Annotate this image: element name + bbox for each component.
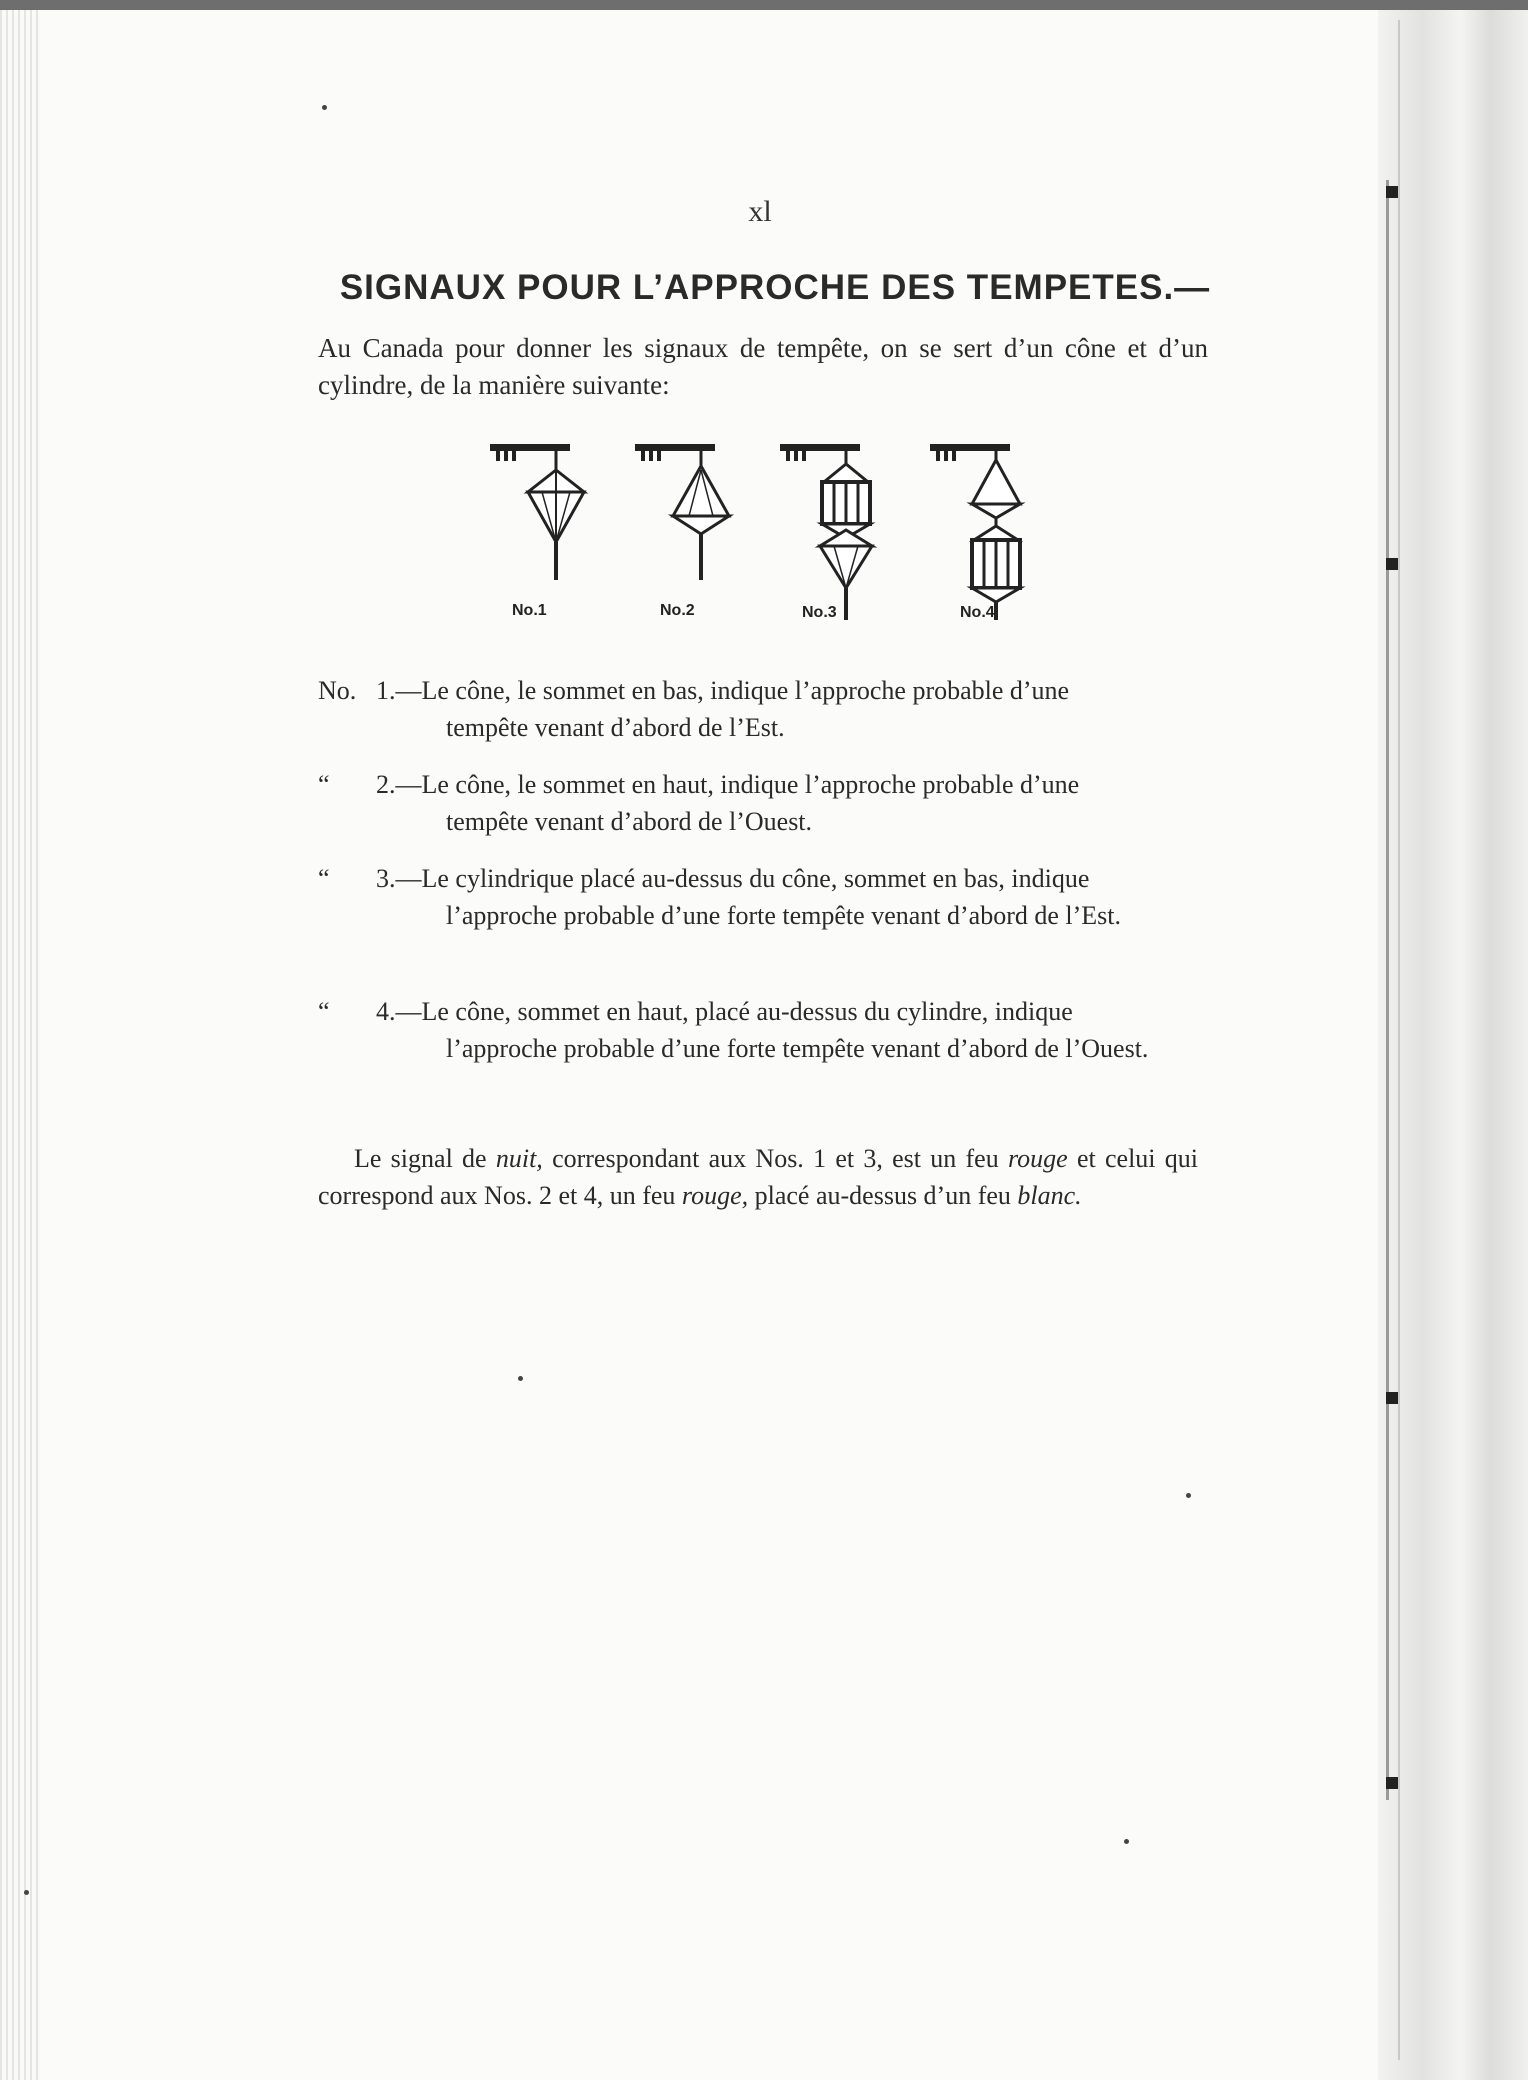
item-number: 1.— (376, 676, 422, 705)
item-text-rest: l’approche probable d’une forte tempête venant d’abord de l’Est. (446, 901, 1121, 930)
item-text-line1: Le cône, le sommet en haut, indique l’approche probable d’une (421, 770, 1080, 799)
item-marker: “ (318, 997, 330, 1026)
night-italic: nuit, (495, 1144, 543, 1173)
item-text-line1: Le cylindrique placé au-dessus du cône, sommet en bas, indique (421, 864, 1090, 893)
figure-label-1: No.1 (512, 602, 547, 619)
speck (518, 1376, 523, 1381)
signal-description-2 (318, 766, 1198, 840)
book-spine (1378, 10, 1528, 2080)
item-marker: “ (318, 770, 330, 799)
item-number: 4.— (376, 997, 422, 1026)
item-text-rest: tempête venant d’abord de l’Est. (446, 713, 785, 742)
stitch-mark (1386, 186, 1398, 198)
item-marker: “ (318, 864, 330, 893)
night-italic: blanc. (1017, 1181, 1082, 1210)
speck (24, 1890, 29, 1895)
night-signal-paragraph (318, 1140, 1198, 1214)
night-italic: rouge (1008, 1144, 1068, 1173)
signal-description-3 (318, 860, 1198, 934)
stitch-mark (1386, 1392, 1398, 1404)
signal-description-1 (318, 672, 1198, 746)
storm-signals-figure (470, 430, 1030, 630)
stitch-mark (1386, 1777, 1398, 1789)
item-text-rest: l’approche probable d’une forte tempête venant d’abord de l’Ouest. (446, 1034, 1149, 1063)
night-italic: rouge, (681, 1181, 749, 1210)
speck (1124, 1839, 1129, 1844)
page-number: xl (748, 195, 772, 228)
item-marker: No. (318, 676, 357, 705)
spine-crease (1398, 20, 1400, 2060)
signal-description-4 (318, 993, 1198, 1067)
item-number: 3.— (376, 864, 422, 893)
signal-2-cone-up (635, 444, 729, 580)
stitch-mark (1386, 558, 1398, 570)
page-edges-left (0, 10, 40, 2080)
item-text-line1: Le cône, le sommet en bas, indique l’approche probable d’une (421, 676, 1070, 705)
figure-label-3: No.3 (802, 604, 837, 621)
signal-3-cylinder-over-cone (780, 444, 872, 620)
night-text: correspondant aux Nos. 1 et 3, est un feu (542, 1144, 1008, 1173)
night-text: Le signal de (354, 1144, 496, 1173)
item-text-line1: Le cône, sommet en haut, placé au-dessus du cylindre, indique (421, 997, 1073, 1026)
scan-top-edge (0, 0, 1528, 10)
speck (322, 105, 327, 110)
speck (1186, 1493, 1191, 1498)
item-text-rest: tempête venant d’abord de l’Ouest. (446, 807, 813, 836)
intro-paragraph: Au Canada pour donner les signaux de tempête, on se sert d’un cône et d’un cylindre, de la manière suivante: (318, 333, 1208, 400)
figure-label-2: No.2 (660, 602, 695, 619)
signal-4-cone-over-cylinder (930, 444, 1020, 620)
section-title: SIGNAUX POUR L’APPROCHE DES TEMPETES.— (339, 268, 1211, 307)
night-text: placé au-dessus d’un feu (748, 1181, 1018, 1210)
signal-1-cone-down (490, 444, 584, 580)
figure-label-4: No.4 (960, 604, 995, 621)
item-number: 2.— (376, 770, 422, 799)
binding-thread (1386, 180, 1389, 1800)
night-text: et celui qui correspond aux Nos. 2 et 4, un feu (318, 1144, 1199, 1210)
